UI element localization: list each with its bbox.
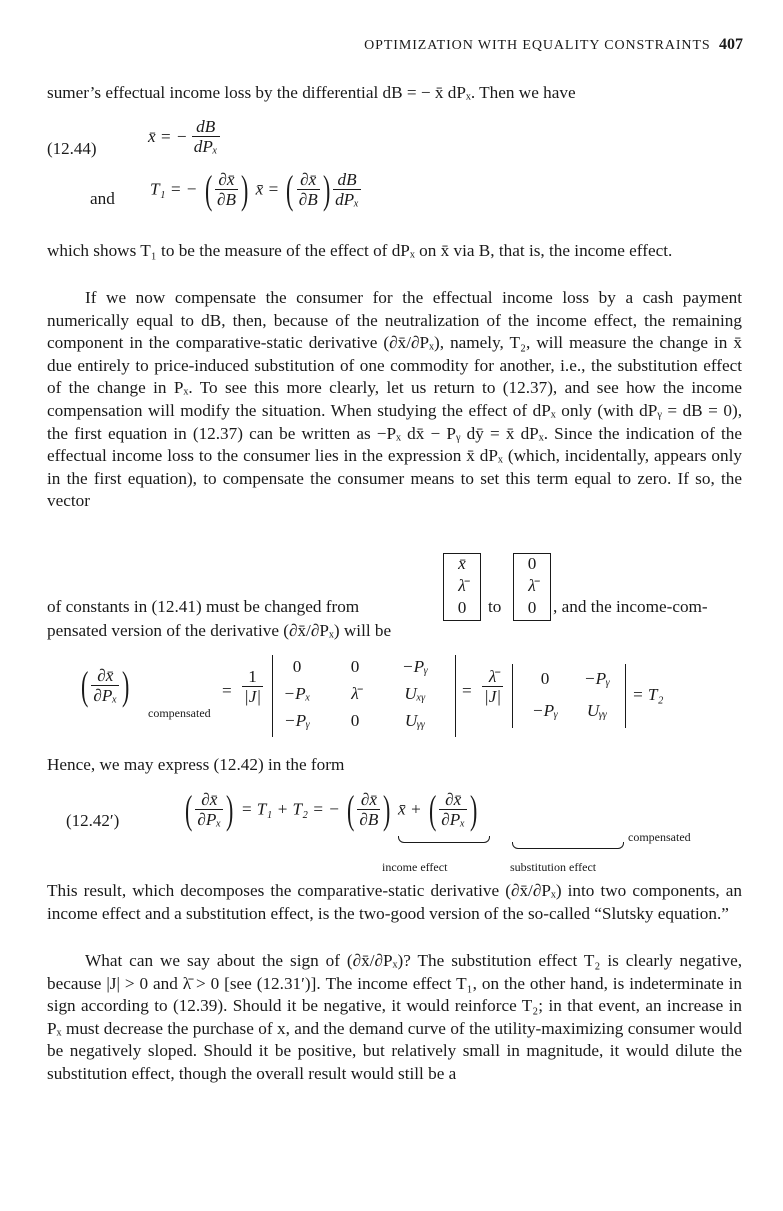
det-cell: −Pᵧ xyxy=(583,669,611,688)
fraction-numerator: 1 xyxy=(242,668,263,687)
right-paren: ) xyxy=(383,787,391,832)
word-and: and xyxy=(90,189,115,208)
compensated-subscript: compensated xyxy=(148,706,211,720)
eq-compensated-lhs xyxy=(78,663,133,708)
left-paren: ( xyxy=(184,787,193,832)
left-paren: ( xyxy=(80,663,89,708)
det-cell: 0 xyxy=(292,657,302,676)
partial-fraction xyxy=(297,171,320,210)
det-cell: λ̄ xyxy=(351,684,359,703)
partial-fraction xyxy=(195,791,223,830)
eq-slutsky-plus: x̄ + xyxy=(398,799,422,819)
det-cell: Uᵧᵧ xyxy=(404,711,426,730)
underbrace-income xyxy=(398,836,490,843)
fraction-numerator: λ̄ xyxy=(482,668,503,687)
det-cell: 0 xyxy=(540,669,550,688)
eq-t1-mid: x̄ = xyxy=(255,179,280,199)
vector-from xyxy=(443,553,481,621)
equation-number-12-44: (12.44) xyxy=(47,139,97,158)
fraction-numerator: ∂x̄ xyxy=(357,791,380,810)
vector-from-entry: λ̄ xyxy=(458,576,466,595)
underbrace-substitution xyxy=(512,842,624,849)
fraction-numerator: ∂x̄ xyxy=(297,171,320,190)
paragraph-compensated-derivative: pensated version of the derivative (∂x̄/∂Pₓ) will be xyxy=(47,621,392,640)
fraction-denominator: |J| xyxy=(244,687,262,706)
right-paren: ) xyxy=(226,787,234,832)
fraction-denominator: dPₓ xyxy=(193,137,218,156)
vector-from-entry: 0 xyxy=(457,598,467,617)
coefficient-1 xyxy=(242,668,263,707)
fraction-denominator: ∂Pₓ xyxy=(441,809,466,829)
fraction-denominator: |J| xyxy=(484,687,502,706)
determinant-2x2 xyxy=(512,664,626,728)
right-paren: ) xyxy=(322,167,331,212)
eq-slutsky-mid: = T₁ + T₂ = − xyxy=(240,799,340,819)
label-substitution-effect: substitution effect xyxy=(510,860,597,874)
det-cell: 0 xyxy=(350,657,360,676)
det-cell: −Pₓ xyxy=(283,684,311,703)
left-paren: ( xyxy=(428,787,437,832)
right-paren: ) xyxy=(240,167,249,212)
det-cell: −Pᵧ xyxy=(401,657,429,676)
coefficient-fraction xyxy=(242,668,263,707)
paragraph-income-effect: which shows T₁ to be the measure of the effect of dPₓ on x̄ via B, that is, the income effect. xyxy=(47,241,673,260)
partial-fraction xyxy=(357,791,380,830)
vector-to-entry: 0 xyxy=(527,598,537,617)
left-paren: ( xyxy=(347,787,355,832)
det-cell: −Pᵧ xyxy=(283,711,311,730)
running-title: OPTIMIZATION WITH EQUALITY CONSTRAINTS xyxy=(364,38,711,53)
partial-fraction xyxy=(91,667,119,706)
fraction-numerator: ∂x̄ xyxy=(91,667,119,686)
fraction-denominator: ∂B xyxy=(216,189,236,209)
partial-fraction xyxy=(439,791,467,830)
fraction-numerator: ∂x̄ xyxy=(439,791,467,810)
fraction-numerator: ∂x̄ xyxy=(215,171,238,190)
fraction-denominator: ∂B xyxy=(298,189,318,209)
vector-to xyxy=(513,553,551,621)
right-paren: ) xyxy=(122,663,130,708)
det-cell: Uᵧᵧ xyxy=(586,701,608,720)
coefficient-fraction xyxy=(482,668,503,707)
fraction-denominator: ∂Pₓ xyxy=(93,685,118,705)
det-cell: 0 xyxy=(350,711,360,730)
compensated-subscript: compensated xyxy=(628,830,691,844)
equation-number-12-42-prime: (12.42′) xyxy=(66,811,120,830)
label-income-effect: income effect xyxy=(382,860,448,874)
determinant-3x3 xyxy=(272,655,456,737)
coefficient-2 xyxy=(482,668,503,707)
fraction-numerator: dB xyxy=(192,118,220,137)
partial-fraction xyxy=(215,171,238,210)
paragraph-compensation: If we now compensate the consumer for the effectual income loss by a cash payment numerically equal to dB, then, because of the neutralization of the income effect, the remaining component in the comparative-static derivative (∂x̄/∂Pₓ), namely, T₂, will measure the change in x̄ due entirely to price-induced substitution of one commodity for another, i.e., the substitution effect of the change in Pₓ. To see this more clearly, let us return to (12.37), and see how the income compensation will modify the situation. When studying the effect of dPₓ only (with dPᵧ = dB = 0), the first equation in (12.37) can be written as −Pₓ dx̄ − Pᵧ dȳ = x̄ dPₓ. Since the indication of the effectual income loss to the consumer lies in the expression x̄ dPₓ (which, incidentally, appears only in the first equation), to compensate the consumer means to set this term equal to zero. If so, the vector xyxy=(47,288,742,511)
equation-slutsky xyxy=(182,787,480,832)
equals-sign: = xyxy=(222,681,232,700)
fraction-denominator: dPₓ xyxy=(335,189,360,209)
vector-line-text-after: , and the income-com- xyxy=(553,597,708,616)
equation-t1 xyxy=(150,167,361,212)
vector-to-entry: 0 xyxy=(527,554,537,573)
eq-12-44-lhs: x̄ = − xyxy=(148,127,188,147)
det-cell: −Pᵧ xyxy=(531,701,559,720)
fraction-denominator: ∂B xyxy=(359,809,379,829)
vector-line-text-before: of constants in (12.41) must be changed from xyxy=(47,597,360,616)
vector-from-entry: x̄ xyxy=(458,554,466,573)
eq-12-44-fraction xyxy=(192,118,220,157)
equals-sign: = xyxy=(462,681,472,700)
det-cell: Uₓᵧ xyxy=(404,684,426,703)
right-paren: ) xyxy=(470,787,478,832)
fraction-denominator: ∂Pₓ xyxy=(197,809,222,829)
paragraph-hence: Hence, we may express (12.42) in the form xyxy=(47,755,345,774)
left-paren: ( xyxy=(204,167,212,212)
fraction-numerator: dB xyxy=(333,171,361,190)
page-number: 407 xyxy=(719,36,743,53)
eq-t1-lhs: T₁ = − xyxy=(150,179,198,199)
equation-12-44 xyxy=(148,118,220,157)
fraction-numerator: ∂x̄ xyxy=(195,791,223,810)
word-to: to xyxy=(488,597,502,616)
vector-to-entry: λ̄ xyxy=(528,576,536,595)
paragraph-slutsky: This result, which decomposes the comparative-static derivative (∂x̄/∂Pₓ) into two components, an income effect and a substitution effect, is the two-good version of the so-called “Slutsky equation.” xyxy=(47,881,742,923)
left-paren: ( xyxy=(286,167,294,212)
paragraph-sign: What can we say about the sign of (∂x̄/∂Pₓ)? The substitution effect T₂ is clearly negative, because |J| > 0 and λ̄ > 0 [see (12.31′)]. The income effect T₁, on the other hand, is indeterminate in sign according to (12.39). Should it be negative, it would reinforce T₂; in that event, an increase in Pₓ must decrease the purchase of x, and the demand curve of the utility-maximizing consumer would be negatively sloped. Should it be positive, but relatively small in magnitude, it would dilute the substitution effect, though the overall result would still be a xyxy=(47,951,742,1083)
differential-fraction xyxy=(333,171,361,210)
eq-compensated-rhs: = T₂ xyxy=(632,685,664,704)
paragraph-opening: sumer’s effectual income loss by the differential dB = − x̄ dPₓ. Then we have xyxy=(47,83,576,102)
running-header xyxy=(364,34,743,58)
